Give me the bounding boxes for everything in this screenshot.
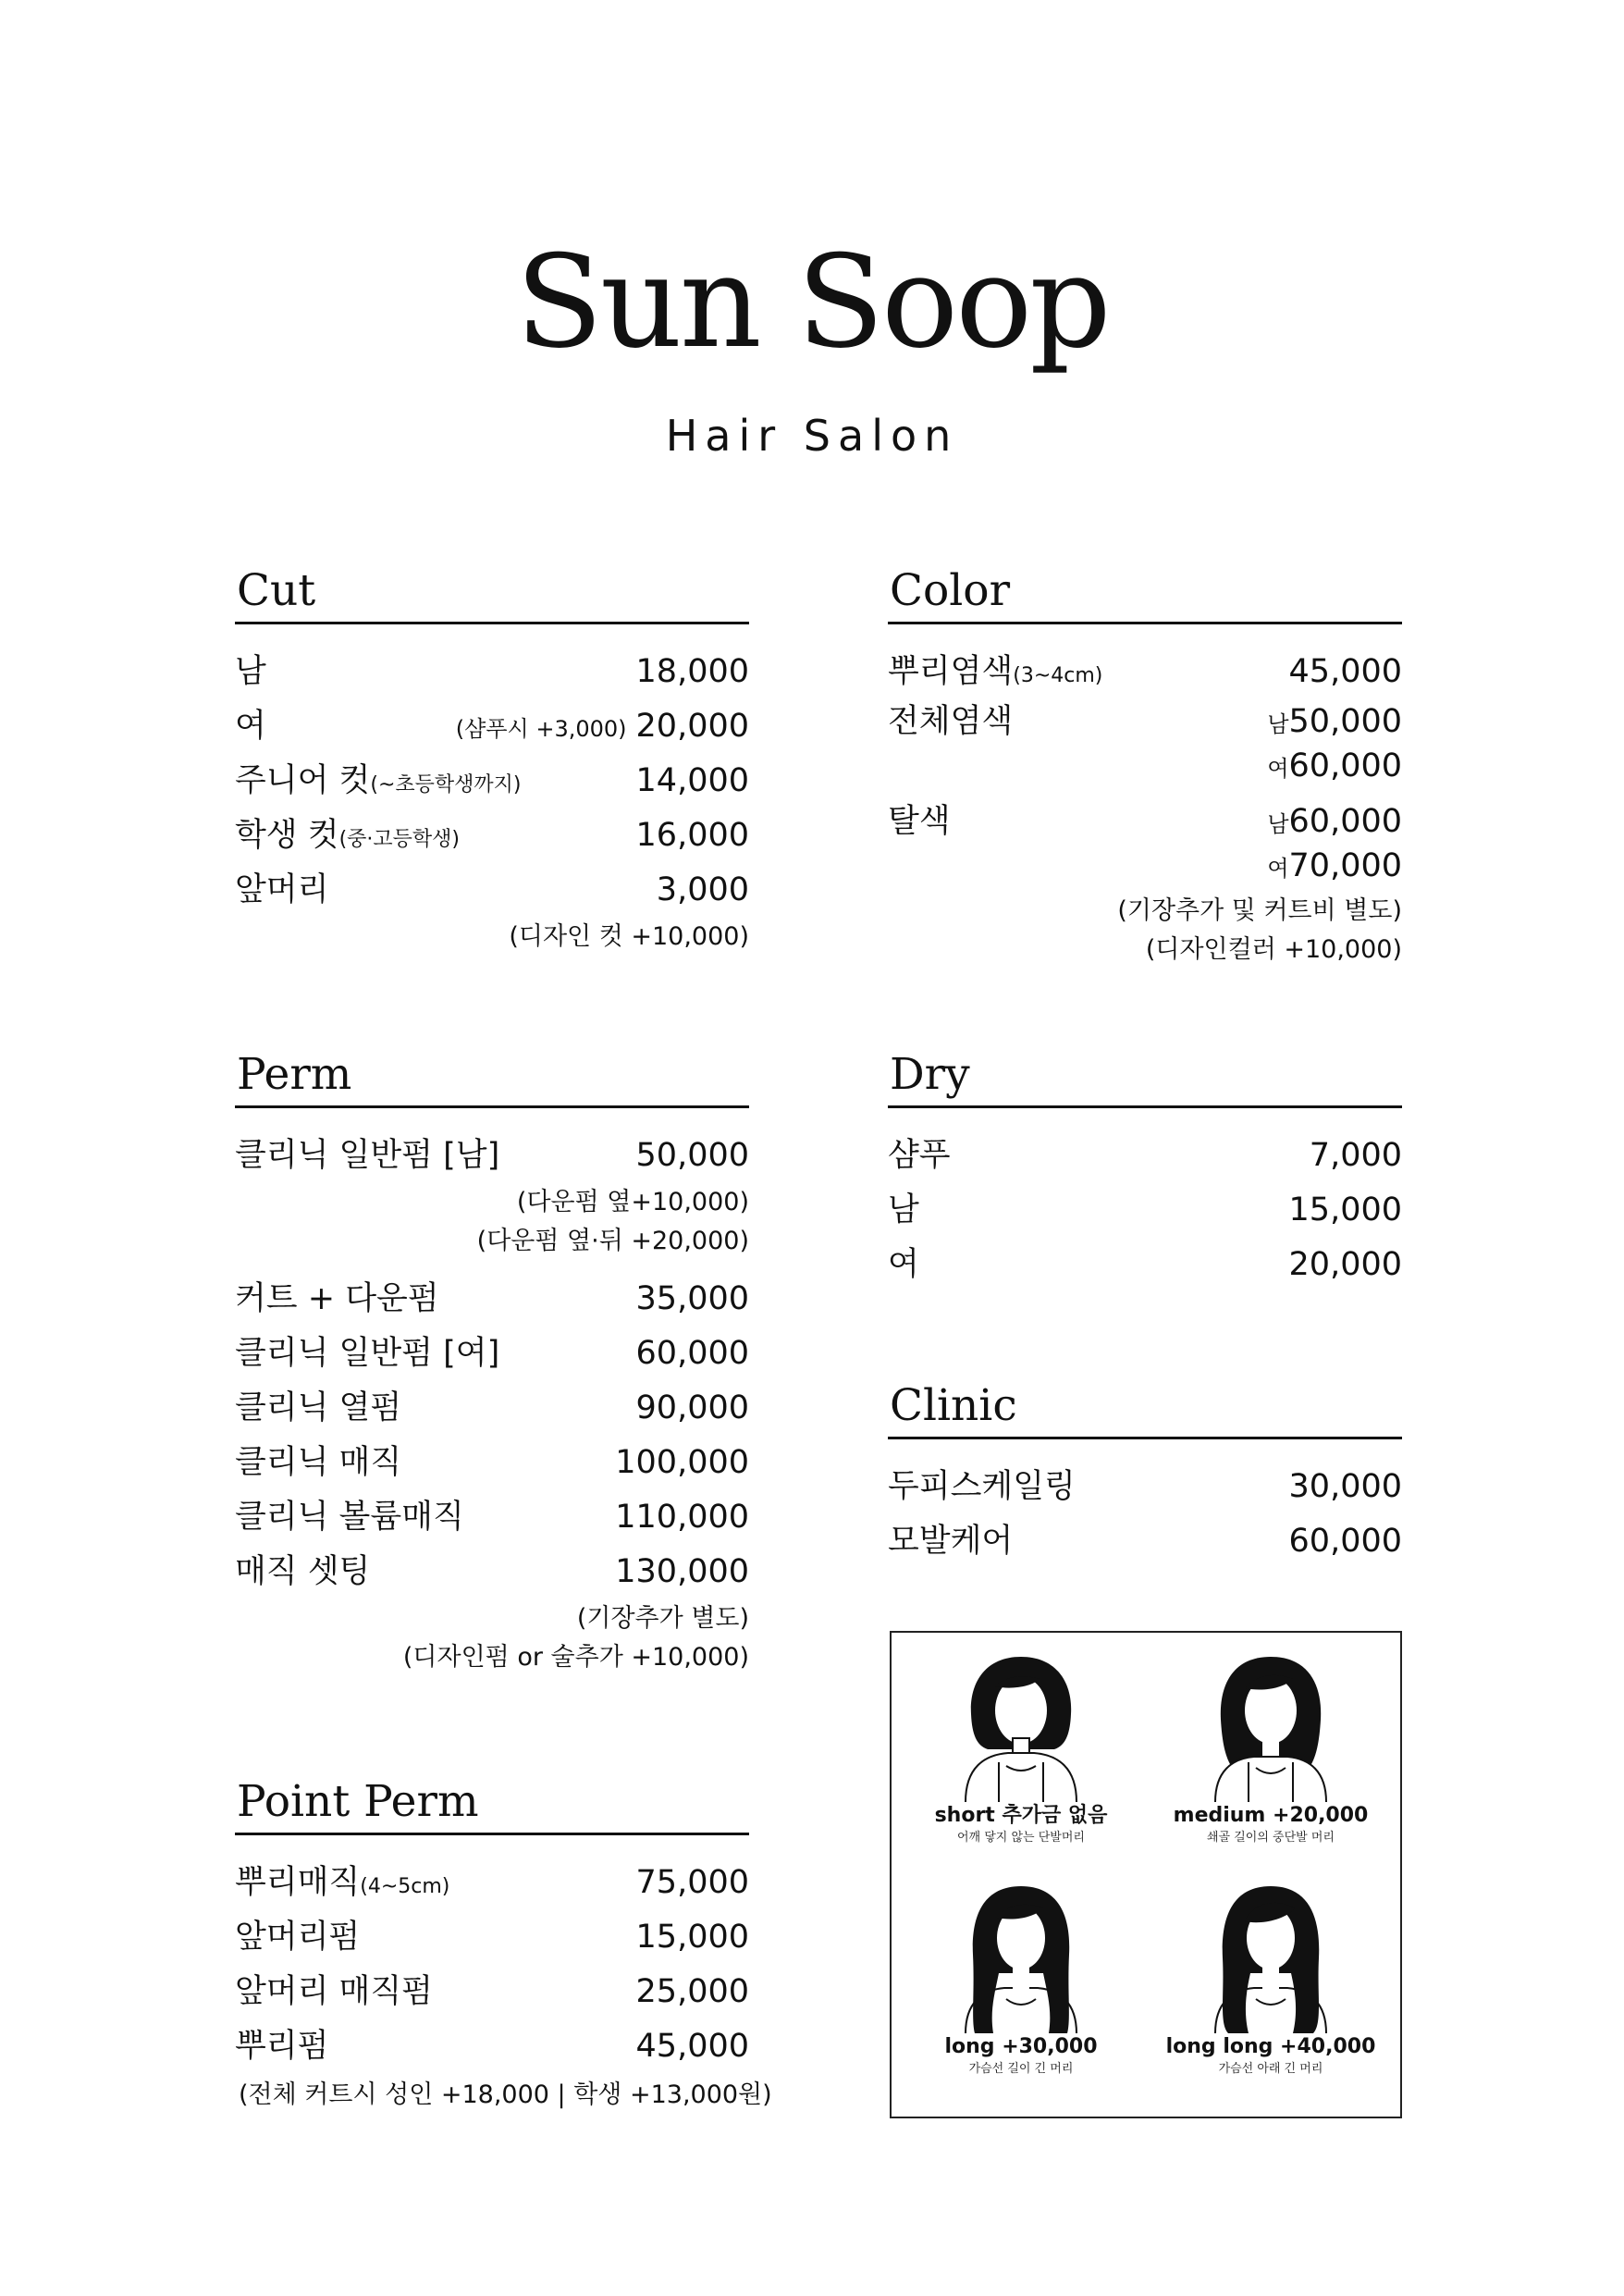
item-price: 20,000 [635,708,749,745]
item-price: 75,000 [635,1864,749,1901]
item-price: 45,000 [635,2028,749,2065]
item-price: 100,000 [615,1444,749,1481]
item-price: 90,000 [635,1389,749,1426]
hair-length-desc: 어깨 닿지 않는 단발머리 [957,1831,1085,1845]
perm-row [235,1490,749,1545]
item-name: 두피스케일링 [888,1468,1076,1505]
item-name: 전체염색 [888,703,1014,740]
hair-length-desc: 가슴선 아래 긴 머리 [1218,2062,1323,2076]
hair-length-desc: 가슴선 길이 긴 머리 [968,2062,1074,2076]
point-perm-row [235,1910,749,1965]
item-price: 3,000 [656,871,749,908]
perm-footnote-2: (디자인펌 or 술추가 +10,000) [402,1643,749,1672]
gender-tag: 여 [1267,856,1289,882]
item-price: 50,000 [1288,703,1402,740]
point-perm-row [235,1965,749,2019]
clinic-row [888,1460,1402,1514]
item-note: (~초등학생까지) [370,773,522,796]
perm-row [235,1436,749,1490]
item-note: (3~4cm) [1013,664,1103,687]
perm-title: Perm [237,1049,352,1100]
item-name: 뿌리펌 [235,2028,329,2065]
point-perm-divider [235,1833,749,1835]
perm-row [235,1545,749,1599]
hair-length-label: long long +40,000 [1165,2035,1376,2058]
point-perm-section [235,1771,772,2117]
item-name: 앞머리 [235,871,329,908]
hair-length-long-long [1150,1881,1391,2078]
clinic-row [888,1514,1402,1569]
item-price: 60,000 [635,1335,749,1372]
item-price: 18,000 [635,653,749,690]
color-row-bleach-female [888,844,1402,888]
item-name: 남 [235,653,266,690]
hair-length-short [901,1649,1141,1846]
item-name: 샴푸 [888,1137,951,1174]
brand-title: Sun Soop [515,228,1109,376]
perm-footnote-1: (기장추가 별도) [576,1604,749,1633]
dry-row [888,1183,1402,1238]
item-name: 여 [888,1246,919,1283]
cut-row-student [235,809,749,863]
gender-tag: 남 [1267,711,1289,737]
item-name: 뿌리염색 [888,653,1014,690]
perm-row [235,1272,749,1327]
hair-length-medium [1150,1649,1391,1846]
item-price: 14,000 [635,762,749,799]
item-price: 15,000 [1288,1191,1402,1228]
cut-section [235,561,749,957]
point-perm-title: Point Perm [237,1776,479,1827]
item-name: 남 [888,1191,919,1228]
point-perm-footnote: (전체 커트시 성인 +18,000 | 학생 +13,000원) [239,2080,772,2109]
item-name: 뿌리매직 [235,1864,361,1901]
hair-length-label: short 추가금 없음 [934,1804,1108,1827]
perm-section [235,1044,749,1677]
item-price: 60,000 [1288,747,1402,784]
cut-divider [235,622,749,624]
perm-row-male [235,1129,749,1183]
clinic-section [888,1376,1402,1569]
cut-row-junior [235,754,749,809]
item-price: 110,000 [615,1499,749,1536]
cut-row-bangs [235,863,749,918]
dry-section [888,1044,1402,1292]
brand-subtitle: Hair Salon [665,411,959,461]
item-name: 클리닉 매직 [235,1444,402,1481]
short-hair-figure-icon [947,1649,1095,1802]
perm-sub-note: (다운펌 옆+10,000) [516,1188,749,1216]
item-name: 클리닉 일반펌 [남] [235,1137,500,1174]
dry-divider [888,1105,1402,1108]
item-name: 모발케어 [888,1523,1014,1560]
item-note: (샴푸시 +3,000) [455,716,627,742]
dry-row [888,1238,1402,1292]
hair-length-label: long +30,000 [944,2035,1098,2058]
perm-divider [235,1105,749,1108]
item-price: 16,000 [635,817,749,854]
clinic-title: Clinic [890,1380,1017,1431]
point-perm-row [235,1856,749,1910]
item-price: 25,000 [635,1973,749,2010]
item-price: 45,000 [1288,653,1402,690]
cut-row-male [235,645,749,699]
color-divider [888,622,1402,624]
color-row-full-female [888,744,1402,788]
gender-tag: 여 [1267,756,1289,782]
color-row-bleach [888,799,1402,844]
color-footnote-2: (디자인컬러 +10,000) [1145,935,1402,964]
item-note: (중·고등학생) [338,828,460,851]
clinic-divider [888,1437,1402,1439]
hair-length-guide [890,1631,1402,2118]
item-note: (4~5cm) [360,1875,450,1898]
item-name: 학생 컷 [235,817,339,854]
item-price: 60,000 [1288,1523,1402,1560]
item-price: 7,000 [1309,1137,1402,1174]
hair-length-long [901,1881,1141,2078]
hair-length-desc: 쇄골 길이의 중단발 머리 [1207,1831,1335,1845]
item-name: 여 [235,708,266,745]
cut-row-female [235,699,749,754]
long-long-hair-figure-icon [1197,1881,1345,2033]
gender-tag: 남 [1267,811,1289,837]
item-name: 클리닉 열펌 [235,1389,402,1426]
dry-title: Dry [890,1049,970,1100]
hair-length-label: medium +20,000 [1173,1804,1369,1827]
dry-row [888,1129,1402,1183]
cut-title: Cut [237,565,316,616]
item-name: 앞머리펌 [235,1919,361,1956]
item-price: 60,000 [1288,803,1402,840]
perm-row [235,1381,749,1436]
item-price: 35,000 [635,1280,749,1317]
item-price: 70,000 [1288,847,1402,884]
item-price: 20,000 [1288,1246,1402,1283]
perm-row [235,1327,749,1381]
item-name: 앞머리 매직펌 [235,1973,433,2010]
medium-hair-figure-icon [1197,1649,1345,1802]
item-name: 탈색 [888,803,951,840]
color-row-full [888,699,1402,744]
color-title: Color [890,565,1011,616]
item-price: 15,000 [635,1919,749,1956]
item-name: 주니어 컷 [235,762,371,799]
point-perm-row [235,2019,749,2074]
color-row-root [888,645,1402,699]
item-name: 커트 + 다운펌 [235,1280,439,1317]
item-price: 30,000 [1288,1468,1402,1505]
item-price: 50,000 [635,1137,749,1174]
item-price: 130,000 [615,1553,749,1590]
color-section [888,561,1402,969]
item-name: 매직 셋팅 [235,1553,371,1590]
long-hair-figure-icon [947,1881,1095,2033]
item-name: 클리닉 일반펌 [여] [235,1335,500,1372]
perm-sub-note: (다운펌 옆·뒤 +20,000) [476,1227,749,1255]
item-name: 클리닉 볼륨매직 [235,1499,464,1536]
color-footnote-1: (기장추가 및 커트비 별도) [1117,896,1402,925]
cut-footnote: (디자인 컷 +10,000) [509,922,749,951]
